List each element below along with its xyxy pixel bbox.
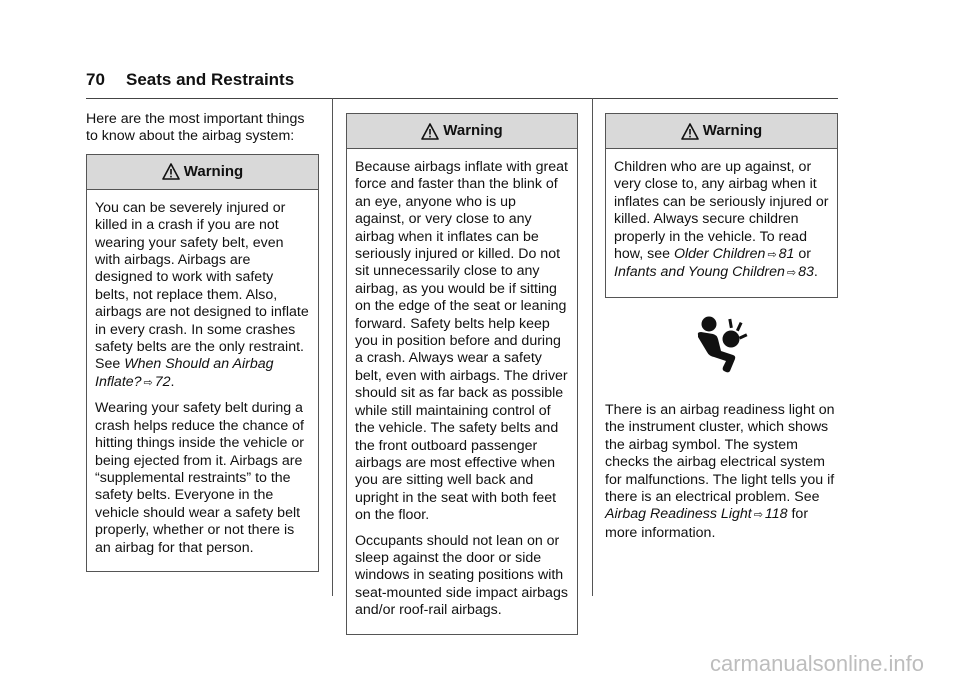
column-divider	[592, 98, 593, 596]
body-text: There is an airbag readiness light on the instrument cluster, which shows the airbag symbol. The system checks the airbag electrical system for malfunctions. The light tells you if there is an electrical problem. See	[605, 402, 835, 506]
column-3	[605, 113, 838, 298]
column-1	[86, 111, 319, 572]
cross-reference-link[interactable]: Airbag Readiness Light	[605, 506, 752, 523]
warning-paragraph: Wearing your safety belt during a crash helps reduce the chance of hitting things inside the vehicle or being ejected from it. Airbags are “supplemental restraints” to the safety belts. Everyone in the vehicle should wear a safety belt properly, whether or not there is an airbag for that person.	[95, 400, 305, 556]
punctuation: .	[170, 373, 175, 390]
page-reference[interactable]: 72	[154, 373, 171, 390]
column-divider	[332, 98, 333, 596]
warning-body	[347, 149, 577, 634]
warning-box	[605, 113, 838, 298]
warning-title: Warning	[702, 122, 763, 140]
warning-title: Warning	[183, 163, 244, 181]
page-reference[interactable]: 118	[764, 506, 788, 523]
warning-triangle-icon	[162, 163, 180, 180]
warning-paragraph	[614, 159, 829, 283]
warning-box	[86, 154, 319, 572]
watermark: carmanualsonline.info	[709, 651, 924, 676]
warning-triangle-icon	[421, 123, 439, 140]
warning-title: Warning	[443, 122, 503, 140]
warning-header	[347, 114, 577, 149]
section-title: Seats and Restraints	[126, 70, 295, 89]
page-ref-arrow-icon: ⇨	[753, 509, 763, 522]
warning-body	[87, 190, 318, 571]
page-ref-arrow-icon: ⇨	[767, 249, 777, 262]
warning-triangle-icon	[681, 123, 699, 140]
cross-reference-link[interactable]: Infants and Young Children	[614, 264, 785, 281]
page-ref-arrow-icon: ⇨	[143, 376, 153, 389]
body-text: for more information.	[605, 506, 809, 541]
warning-text: You can be severely injured or killed in a crash if you are not wearing your safety belt, even with airbags. Airbags are designed to work with safety belts, not replace them. Also, airbags are not designed to inflate in every crash. In some crashes safety belts are the only restraint. See	[95, 199, 309, 373]
readiness-light-text	[605, 402, 837, 550]
cross-reference-link[interactable]: When Should an Airbag Inflate?	[95, 356, 274, 390]
warning-text: or	[794, 246, 811, 263]
page-reference[interactable]: 81	[778, 246, 795, 263]
intro-text: Here are the most important things to know about the airbag system:	[86, 111, 305, 145]
warning-paragraph: Because airbags inflate with great force and faster than the blink of an eye, anyone who is up against, or very close to any airbag when it inflates can be seriously injured or killed. Do not sit unnecessarily close to any airbag, as you would be if sitting on the edge of the seat or leaning forward. Safety belts help keep you in position before and during a crash. Always wear a safety belt, even with airbags. The driver should sit as far back as possible while still maintaining control of the vehicle. The safety belts and the front outboard passenger airbags are most effective when you are sitting well back and upright in the seat with both feet on the floor.	[355, 159, 568, 524]
page-ref-arrow-icon: ⇨	[786, 267, 797, 280]
warning-header	[606, 114, 837, 149]
page-reference[interactable]: 83	[798, 264, 814, 281]
warning-header	[87, 155, 318, 190]
body-paragraph	[605, 402, 837, 542]
airbag-readiness-icon	[695, 315, 751, 373]
punctuation: .	[813, 264, 818, 281]
warning-box	[346, 113, 578, 635]
warning-paragraph: Occupants should not lean on or sleep against the door or side windows in seating positions with seat-mounted side impact airbags and/or roof-rail airbags.	[355, 532, 568, 619]
cross-reference-link[interactable]: Older Children	[673, 246, 766, 263]
warning-text: Children who are up against, or very close to, any airbag when it inflates can be seriously injured or killed. Always secure children properly in the vehicle. To read how, see	[614, 159, 829, 263]
page-number: 70	[86, 70, 105, 89]
column-2	[346, 113, 578, 635]
header-rule	[86, 98, 838, 99]
warning-body	[606, 149, 837, 297]
page-header	[86, 70, 294, 90]
warning-paragraph	[95, 200, 310, 392]
